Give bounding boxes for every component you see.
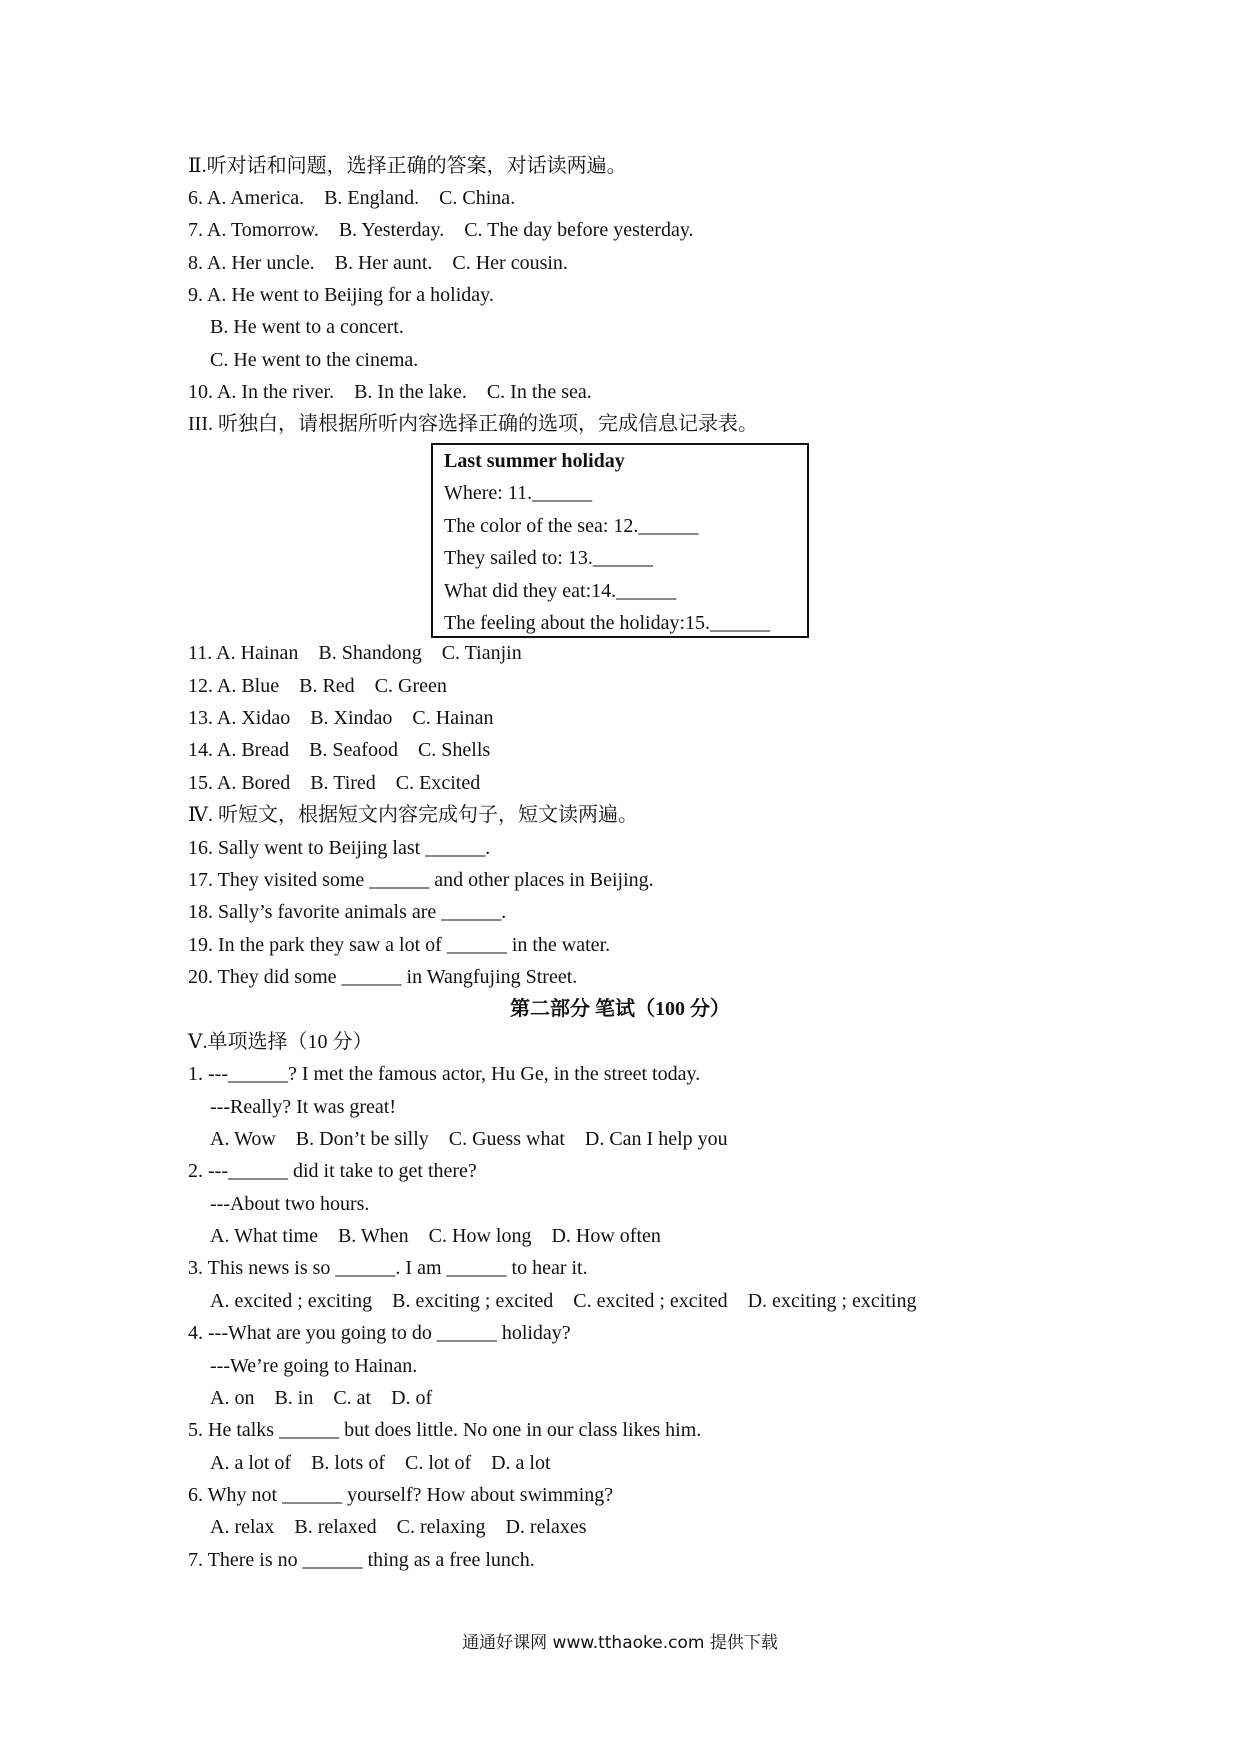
mc-question-3: 3. This news is so ______. I am ______ to hear it.	[188, 1257, 588, 1279]
mc-question-2-reply: ---About two hours.	[210, 1193, 370, 1215]
mc-question-2-options: A. What time B. When C. How long D. How often	[210, 1225, 661, 1247]
question-19: 19. In the park they saw a lot of ______ in the water.	[188, 934, 611, 956]
mc-question-1-options: A. Wow B. Don’t be silly C. Guess what D. Can I help you	[210, 1128, 728, 1150]
question-13: 13. A. Xidao B. Xindao C. Hainan	[188, 707, 494, 729]
mc-question-7: 7. There is no ______ thing as a free lunch.	[188, 1549, 535, 1571]
mc-question-4-reply: ---We’re going to Hainan.	[210, 1355, 418, 1377]
part-2-title: 第二部分 笔试（100 分）	[510, 998, 730, 1020]
mc-question-1-reply: ---Really? It was great!	[210, 1096, 397, 1118]
table-row-food: What did they eat:14.______	[444, 580, 677, 602]
mc-question-4: 4. ---What are you going to do ______ holiday?	[188, 1322, 571, 1344]
section-3-heading: III. 听独白，请根据所听内容选择正确的选项，完成信息记录表。	[188, 413, 758, 435]
question-9-option-b: B. He went to a concert.	[210, 316, 404, 338]
section-5-heading: Ⅴ.单项选择（10 分）	[188, 1031, 373, 1053]
question-9: 9. A. He went to Beijing for a holiday.	[188, 284, 494, 306]
info-record-table	[431, 443, 809, 638]
mc-question-4-options: A. on B. in C. at D. of	[210, 1387, 433, 1409]
mc-question-1: 1. ---______? I met the famous actor, Hu Ge, in the street today.	[188, 1063, 701, 1085]
table-title: Last summer holiday	[444, 450, 625, 472]
mc-question-6-options: A. relax B. relaxed C. relaxing D. relaxes	[210, 1516, 587, 1538]
question-15: 15. A. Bored B. Tired C. Excited	[188, 772, 481, 794]
table-row-sea-color: The color of the sea: 12.______	[444, 515, 699, 537]
mc-question-2: 2. ---______ did it take to get there?	[188, 1160, 477, 1182]
mc-question-3-options: A. excited ; exciting B. exciting ; excited C. excited ; excited D. exciting ; exciting	[210, 1290, 917, 1312]
section-4-heading: Ⅳ. 听短文，根据短文内容完成句子，短文读两遍。	[188, 804, 638, 826]
page-footer: 通通好课网 www.tthaoke.com 提供下载	[462, 1633, 778, 1653]
mc-question-5: 5. He talks ______ but does little. No one in our class likes him.	[188, 1419, 702, 1441]
question-14: 14. A. Bread B. Seafood C. Shells	[188, 739, 491, 761]
table-row-where: Where: 11.______	[444, 482, 593, 504]
question-20: 20. They did some ______ in Wangfujing Street.	[188, 966, 578, 988]
question-16: 16. Sally went to Beijing last ______.	[188, 837, 491, 859]
question-10: 10. A. In the river. B. In the lake. C. In the sea.	[188, 381, 592, 403]
question-18: 18. Sally’s favorite animals are ______.	[188, 901, 507, 923]
section-2-heading: Ⅱ.听对话和问题，选择正确的答案，对话读两遍。	[188, 155, 627, 177]
mc-question-5-options: A. a lot of B. lots of C. lot of D. a lot	[210, 1452, 551, 1474]
question-12: 12. A. Blue B. Red C. Green	[188, 675, 447, 697]
question-9-option-c: C. He went to the cinema.	[210, 349, 419, 371]
table-row-feeling: The feeling about the holiday:15.______	[444, 612, 771, 634]
question-11: 11. A. Hainan B. Shandong C. Tianjin	[188, 642, 522, 664]
question-7: 7. A. Tomorrow. B. Yesterday. C. The day before yesterday.	[188, 219, 694, 241]
question-17: 17. They visited some ______ and other places in Beijing.	[188, 869, 654, 891]
table-row-sailed-to: They sailed to: 13.______	[444, 547, 653, 569]
question-8: 8. A. Her uncle. B. Her aunt. C. Her cousin.	[188, 252, 568, 274]
mc-question-6: 6. Why not ______ yourself? How about swimming?	[188, 1484, 614, 1506]
question-6: 6. A. America. B. England. C. China.	[188, 187, 516, 209]
